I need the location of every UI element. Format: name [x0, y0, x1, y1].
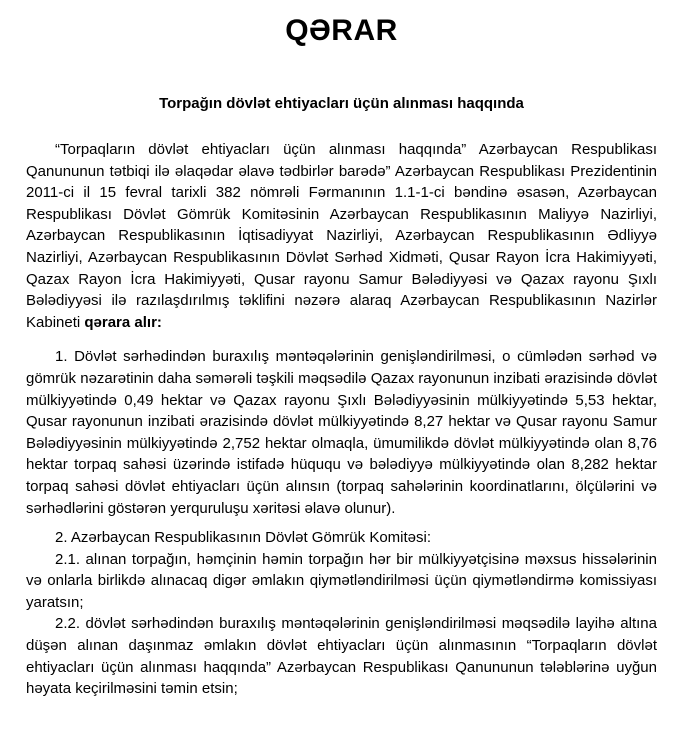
intro-paragraph: [26, 139, 657, 333]
intro-paragraph-text: “Torpaqların dövlət ehtiyacları üçün alınması haqqında” Azərbaycan Respublikası Qanununun tətbiqi ilə əlaqədar əlavə tədbirlər barədə” Azərbaycan Respublikası Prezidentinin 2011-ci il 15 fevral tarixli 382 nömrəli Fərmanının 1.1-1-ci bəndinə əsasən, Azərbaycan Respublikası Dövlət Gömrük Komitəsinin Azərbaycan Respublikasının Maliyyə Nazirliyi, Azərbaycan Respublikasının İqtisadiyyat Nazirliyi, Azərbaycan Respublikasının Ədliyyə Nazirliyi, Azərbaycan Respublikasının Dövlət Sərhəd Xidməti, Qusar Rayon İcra Hakimiyyəti, Qazax Rayon İcra Hakimiyyəti, Qusar rayonu Samur Bələdiyyəsi və Qazax rayonu Şıxlı Bələdiyyəsi ilə razılaşdırılmış təklifini nəzərə alaraq Azərbaycan Respublikasının Nazirlər Kabineti: [26, 141, 657, 331]
intro-paragraph-bold-suffix: qərara alır:: [84, 313, 162, 331]
document-body: [26, 139, 657, 700]
clause-1: 1. Dövlət sərhədindən buraxılış məntəqələrinin genişləndirilməsi, o cümlədən sərhəd və gömrük nəzarətinin daha səmərəli təşkili məqsədilə Qazax rayonunun inzibati ərazisində dövlət mülkiyyətində 0,49 hektar və Qazax rayonu Şıxlı Bələdiyyəsinin mülkiyyətində 5,53 hektar, Qusar rayonunun inzibati ərazisində dövlət mülkiyyətində 8,27 hektar və Qusar rayonu Samur Bələdiyyəsinin mülkiyyətində 2,752 hektar olmaqla, ümumilikdə dövlət mülkiyyətində olan 8,76 hektar torpaq sahəsi üzərində istifadə hüququ və bələdiyyə mülkiyyətində olan 8,282 hektar torpaq sahəsi dövlət ehtiyacları üçün alınsın (torpaq sahələrinin koordinatlarını, ölçülərini və sərhədlərini göstərən yerquruluşu xəritəsi əlavə olunur).: [26, 348, 657, 517]
document-subtitle: Torpağın dövlət ehtiyacları üçün alınması haqqında: [159, 95, 524, 112]
document-title: QƏRAR: [285, 14, 398, 47]
clause-2-2: 2.2. dövlət sərhədindən buraxılış məntəqələrinin genişləndirilməsi məqsədilə layihə altına düşən alınan daşınmaz əmlakın dövlət ehtiyacları üçün alınmasının “Torpaqların dövlət ehtiyacları üçün alınması haqqında” Azərbaycan Respublikası Qanununun tələblərinə uyğun həyata keçirilməsini təmin etsin;: [26, 615, 657, 698]
clause-2: 2. Azərbaycan Respublikasının Dövlət Gömrük Komitəsi:: [55, 529, 432, 547]
clause-2-1: 2.1. alınan torpağın, həmçinin həmin torpağın hər bir mülkiyyətçisinə məxsus hissələrinin və onlarla birlikdə alınacaq digər əmlakın qiymətləndirilməsi üçün qiymətləndirmə komissiyası yaratsın;: [26, 550, 657, 611]
